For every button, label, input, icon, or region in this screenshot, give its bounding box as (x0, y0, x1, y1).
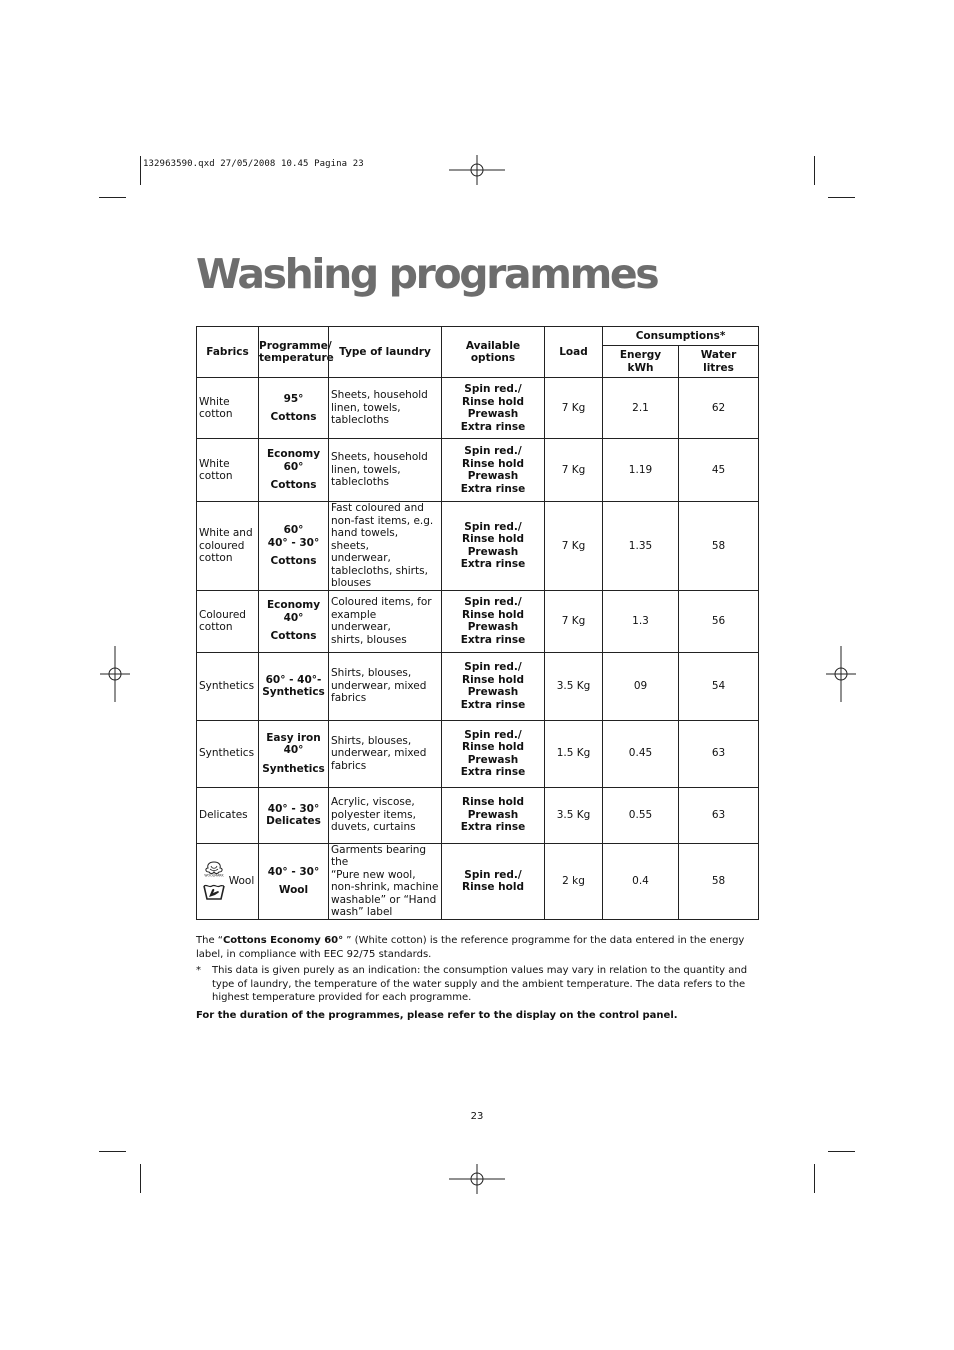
table-row (197, 843, 759, 919)
crop-mark (140, 1164, 141, 1193)
fabric-cell: Synthetics (197, 652, 259, 720)
energy-cell: 1.19 (603, 439, 679, 502)
programme-cell: 60° 40° - 30° Cottons (259, 502, 329, 591)
footnote: * This data is given purely as an indication: the consumption values may vary in relation to the quantity and type of laundry, the temperature of the water supply and the ambient temperature. The data refers to the highest temperature provided for each programme. (196, 965, 748, 1003)
laundry-type-cell: Acrylic, viscose, polyester items, duvets, curtains (329, 787, 442, 843)
fabric-cell: White cotton (197, 378, 259, 439)
water-cell: 54 (679, 652, 759, 720)
reference-programme-note: The “Cottons Economy 60° ” (White cotton) is the reference programme for the data entered in the energy label, in compliance with EEC 92/75 standards. (196, 935, 745, 960)
programme-cell: 40° - 30° Delicates (259, 787, 329, 843)
water-cell: 45 (679, 439, 759, 502)
fabric-cell: Coloured cotton (197, 590, 259, 652)
fabric-cell: White and coloured cotton (197, 502, 259, 591)
header-consumptions: Consumptions* (603, 327, 759, 346)
table-row (197, 502, 759, 591)
options-cell: Spin red./ Rinse hold Prewash Extra rinse (442, 439, 545, 502)
programme-cell: 40° - 30° Wool (259, 843, 329, 919)
fabric-cell: Delicates (197, 787, 259, 843)
table-row (197, 378, 759, 439)
water-cell: 58 (679, 502, 759, 591)
woolmark-icon (201, 861, 227, 877)
crop-mark (828, 197, 855, 198)
header-type-of-laundry: Type of laundry (329, 327, 442, 378)
energy-cell: 0.4 (603, 843, 679, 919)
laundry-type-cell: Garments bearing the “Pure new wool, non-shrink, machine washable” or “Hand wash” label (329, 843, 442, 919)
load-cell: 7 Kg (545, 378, 603, 439)
options-cell: Spin red./ Rinse hold Prewash Extra rinse (442, 502, 545, 591)
crop-mark (814, 1164, 815, 1193)
load-cell: 7 Kg (545, 590, 603, 652)
print-slug: 132963590.qxd 27/05/2008 10.45 Pagina 23 (143, 159, 364, 169)
laundry-type-cell: Shirts, blouses, underwear, mixed fabrics (329, 720, 442, 787)
water-cell: 63 (679, 720, 759, 787)
laundry-type-cell: Shirts, blouses, underwear, mixed fabrics (329, 652, 442, 720)
programmes-table (196, 326, 759, 920)
crop-mark (814, 156, 815, 185)
registration-mark-top (449, 155, 505, 185)
fabric-cell: White cotton (197, 439, 259, 502)
load-cell: 1.5 Kg (545, 720, 603, 787)
fabric-cell: Synthetics (197, 720, 259, 787)
notes (196, 934, 756, 1022)
crop-mark (99, 197, 126, 198)
options-cell: Spin red./ Rinse hold Prewash Extra rinse (442, 652, 545, 720)
water-cell: 56 (679, 590, 759, 652)
registration-mark-left (100, 646, 130, 702)
load-cell: 2 kg (545, 843, 603, 919)
load-cell: 3.5 Kg (545, 787, 603, 843)
water-cell: 58 (679, 843, 759, 919)
page-number: 23 (470, 1111, 484, 1122)
table-row (197, 652, 759, 720)
registration-mark-bottom (449, 1164, 505, 1194)
programme-cell: Economy 40° Cottons (259, 590, 329, 652)
energy-cell: 09 (603, 652, 679, 720)
load-cell: 3.5 Kg (545, 652, 603, 720)
energy-cell: 1.35 (603, 502, 679, 591)
fabric-cell: WOOLMARK Wool (197, 843, 259, 919)
options-cell: Spin red./ Rinse hold Prewash Extra rinse (442, 590, 545, 652)
header-energy: Energy kWh (603, 346, 679, 378)
table-row (197, 590, 759, 652)
water-cell: 62 (679, 378, 759, 439)
programme-cell: Easy iron 40° Synthetics (259, 720, 329, 787)
header-fabrics: Fabrics (197, 327, 259, 378)
table-row (197, 720, 759, 787)
crop-mark (140, 156, 141, 185)
laundry-type-cell: Sheets, household linen, towels, tablecloths (329, 439, 442, 502)
options-cell: Spin red./ Rinse hold (442, 843, 545, 919)
energy-cell: 0.45 (603, 720, 679, 787)
options-cell: Spin red./ Rinse hold Prewash Extra rinse (442, 720, 545, 787)
energy-cell: 1.3 (603, 590, 679, 652)
laundry-type-cell: Coloured items, for example underwear, shirts, blouses (329, 590, 442, 652)
options-cell: Spin red./ Rinse hold Prewash Extra rinse (442, 378, 545, 439)
programme-cell: 60° - 40°- Synthetics (259, 652, 329, 720)
laundry-type-cell: Sheets, household linen, towels, tablecloths (329, 378, 442, 439)
programme-cell: 95° Cottons (259, 378, 329, 439)
header-programme: Programme/ temperature (259, 327, 329, 378)
load-cell: 7 Kg (545, 439, 603, 502)
options-cell: Rinse hold Prewash Extra rinse (442, 787, 545, 843)
energy-cell: 0.55 (603, 787, 679, 843)
energy-cell: 2.1 (603, 378, 679, 439)
load-cell: 7 Kg (545, 502, 603, 591)
header-water: Water litres (679, 346, 759, 378)
header-load: Load (545, 327, 603, 378)
laundry-type-cell: Fast coloured and non-fast items, e.g. hand towels, sheets, underwear, tablecloths, shirts, blouses (329, 502, 442, 591)
table-row (197, 787, 759, 843)
table-row (197, 439, 759, 502)
water-cell: 63 (679, 787, 759, 843)
crop-mark (828, 1151, 855, 1152)
svg-text:WOOLMARK: WOOLMARK (204, 873, 224, 877)
duration-note: For the duration of the programmes, please refer to the display on the control panel. (196, 1009, 678, 1021)
programme-cell: Economy 60° Cottons (259, 439, 329, 502)
registration-mark-right (826, 646, 856, 702)
page-title: Washing programmes (196, 250, 658, 298)
hand-wash-icon (202, 881, 226, 901)
crop-mark (99, 1151, 126, 1152)
header-available-options: Available options (442, 327, 545, 378)
